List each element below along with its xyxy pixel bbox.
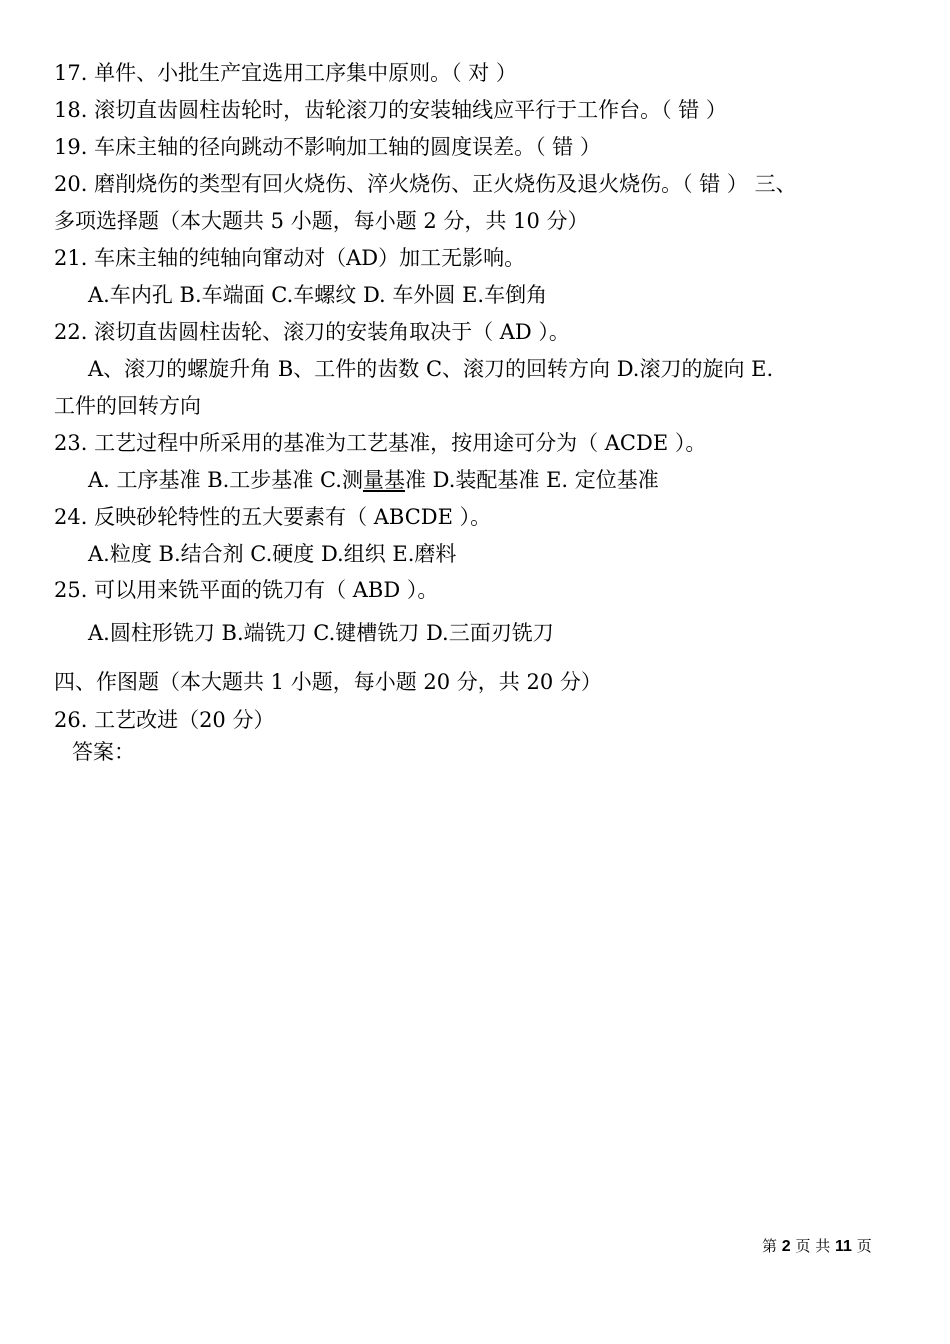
question-22: 22. 滚切直齿圆柱齿轮、滚刀的安装角取决于（ AD ）。 [54, 320, 570, 344]
question-17: 17. 单件、小批生产宜选用工序集中原则。（ 对 ） [54, 61, 517, 85]
question-26: 26. 工艺改进（20 分） [54, 708, 275, 732]
footer-total-pages: 11 [835, 1238, 852, 1255]
answer-label: 答案： [72, 740, 135, 764]
question-20: 20. 磨削烧伤的类型有回火烧伤、淬火烧伤、正火烧伤及退火烧伤。（ 错 ） 三、 [54, 172, 797, 196]
question-24-options: A.粒度 B.结合剂 C.硬度 D.组织 E.磨料 [88, 542, 457, 566]
question-24: 24. 反映砂轮特性的五大要素有（ ABCDE ）。 [54, 505, 492, 529]
question-19: 19. 车床主轴的径向跳动不影响加工轴的圆度误差。（ 错 ） [54, 135, 601, 159]
question-18: 18. 滚切直齿圆柱齿轮时，齿轮滚刀的安装轴线应平行于工作台。（ 错 ） [54, 98, 727, 122]
question-23-options [88, 466, 659, 494]
question-22-options: A、滚刀的螺旋升角 B、工件的齿数 C、滚刀的回转方向 D.滚刀的旋向 E. [88, 357, 774, 381]
question-23: 23. 工艺过程中所采用的基准为工艺基准，按用途可分为（ ACDE ）。 [54, 431, 707, 455]
section-4-heading: 四、作图题（本大题共 1 小题，每小题 20 分，共 20 分） [54, 670, 602, 694]
footer-prefix: 第 [762, 1237, 782, 1255]
footer-page-number: 2 [781, 1238, 791, 1255]
option-text: A. 工序基准 B.工步基准 C.测 [88, 468, 363, 492]
option-text: 准 D.装配基准 E. 定位基准 [404, 468, 659, 492]
question-25: 25. 可以用来铣平面的铣刀有（ ABD ）。 [54, 578, 439, 602]
footer-middle: 页 共 [790, 1237, 835, 1255]
question-21: 21. 车床主轴的纯轴向窜动对（AD）加工无影响。 [54, 246, 526, 270]
question-25-options: A.圆柱形铣刀 B.端铣刀 C.键槽铣刀 D.三面刃铣刀 [88, 621, 554, 645]
question-21-options: A.车内孔 B.车端面 C.车螺纹 D. 车外圆 E.车倒角 [88, 283, 548, 307]
section-3-heading: 多项选择题（本大题共 5 小题，每小题 2 分，共 10 分） [54, 209, 589, 233]
page-footer [762, 1236, 872, 1257]
question-22-options-cont: 工件的回转方向 [54, 394, 201, 418]
footer-suffix: 页 [851, 1237, 872, 1255]
underlined-text: 量基 [362, 468, 405, 492]
